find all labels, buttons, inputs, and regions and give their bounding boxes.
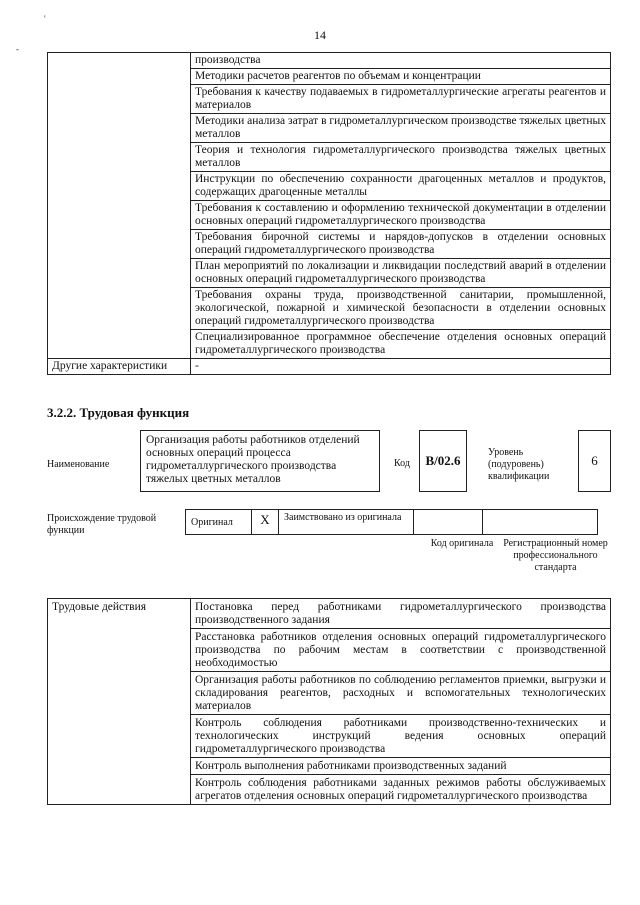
reg-number-label: Регистрационный номер профессионального стандарта — [503, 538, 608, 573]
labor-action-item: Расстановка работников отделения основных операций гидрометаллургического производства по рабочим местам в соответствии с производственной необходимостью — [191, 629, 611, 672]
knowledge-item: Методики анализа затрат в гидрометаллургическом производстве тяжелых цветных металлов — [191, 114, 611, 143]
origin-table — [185, 509, 598, 535]
table-row — [48, 359, 611, 375]
other-characteristics-value: - — [191, 359, 611, 375]
origin-label: Происхождение трудовой функции — [47, 513, 157, 536]
table-row — [48, 53, 611, 69]
name-label: Наименование — [47, 459, 110, 470]
original-mark: X — [252, 510, 279, 535]
labor-action-item: Контроль соблюдения работниками заданных режимов работы обслуживаемых агрегатов отделения основных операций гидрометаллургического производства — [191, 775, 611, 805]
knowledge-item: Требования к качеству подаваемых в гидрометаллургические агрегаты реагентов и материалов — [191, 85, 611, 114]
knowledge-table — [47, 52, 611, 375]
original-label: Оригинал — [186, 510, 252, 535]
merged-label-cell — [48, 53, 191, 359]
labor-action-item: Постановка перед работниками гидрометаллургического производства производственного задания — [191, 599, 611, 629]
knowledge-item: План мероприятий по локализации и ликвидации последствий аварий в отделении основных операций гидрометаллургического производства — [191, 259, 611, 288]
knowledge-item: Требования бирочной системы и нарядов-допусков в отделении основных операций гидрометаллургического производства — [191, 230, 611, 259]
knowledge-item: Требования к составлению и оформлению технической документации в отделении основных операций гидрометаллургического производства — [191, 201, 611, 230]
labor-actions-table — [47, 598, 611, 805]
labor-action-item: Организация работы работников по соблюдению регламентов приемки, выгрузки и складирования реагентов, расходных и вспомогательных технологических материалов — [191, 672, 611, 715]
knowledge-item: производства — [191, 53, 611, 69]
page-number: 14 — [314, 28, 326, 42]
table-row — [48, 599, 611, 629]
reg-number-cell — [483, 510, 598, 535]
borrowed-label: Заимствовано из оригинала — [279, 510, 414, 535]
labor-action-item: Контроль соблюдения работниками производственно-технических и технологических инструкций ведения основных операций гидрометаллургического производства — [191, 715, 611, 758]
knowledge-item: Инструкции по обеспечению сохранности драгоценных металлов и продуктов, содержащих драгоценные металлы — [191, 172, 611, 201]
knowledge-item: Теория и технология гидрометаллургического производства тяжелых цветных металлов — [191, 143, 611, 172]
knowledge-item: Методики расчетов реагентов по объемам и концентрации — [191, 69, 611, 85]
knowledge-item: Требования охраны труда, производственной санитарии, промышленной, экологической, пожарной и химической безопасности в отделении основных операций гидрометаллургического производства — [191, 288, 611, 330]
other-characteristics-label: Другие характеристики — [48, 359, 191, 375]
labor-action-item: Контроль выполнения работниками производственных заданий — [191, 758, 611, 775]
code-original-cell — [414, 510, 483, 535]
function-name-box: Организация работы работников отделений основных операций процесса гидрометаллургического производства тяжелых цветных металлов — [140, 430, 380, 492]
scan-mark: - — [16, 44, 19, 54]
qualification-level-box: 6 — [578, 430, 611, 492]
section-title: 3.2.2. Трудовая функция — [47, 405, 190, 420]
scan-mark: ' — [44, 14, 46, 24]
knowledge-table-body — [48, 53, 611, 375]
code-original-label: Код оригинала — [430, 538, 494, 549]
labor-actions-table-body — [48, 599, 611, 805]
qualification-level-label: Уровень (подуровень) квалификации — [488, 447, 550, 482]
knowledge-item: Специализированное программное обеспечение отделения основных операций гидрометаллургического производства — [191, 330, 611, 359]
function-code-box: B/02.6 — [419, 430, 467, 492]
code-label: Код — [394, 458, 410, 469]
labor-actions-label: Трудовые действия — [48, 599, 191, 805]
